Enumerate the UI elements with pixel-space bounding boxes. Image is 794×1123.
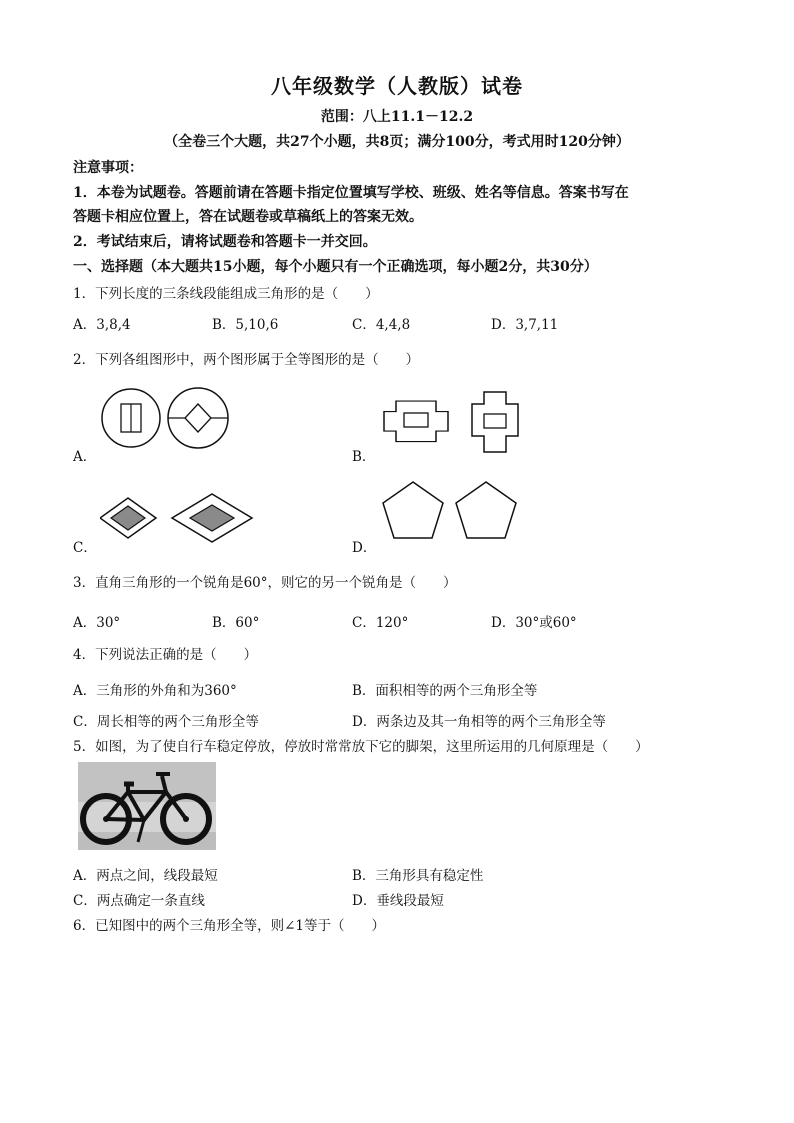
q2-figure-c (100, 490, 260, 546)
question-4-stem: 4．下列说法正确的是（ ） (73, 647, 258, 663)
question-6-stem: 6．已知图中的两个三角形全等，则∠1等于（ ） (73, 918, 385, 934)
q3-option-c: C．120° (352, 615, 409, 631)
q2-figure-b (380, 388, 522, 456)
note-item-1-line-1: 1．本卷为试题卷。答题前请在答题卡指定位置填写学校、班级、姓名等信息。答案书写在 (73, 185, 629, 201)
q5-option-b: B．三角形具有稳定性 (352, 868, 484, 884)
q5-option-c: C．两点确定一条直线 (73, 893, 205, 909)
q4-option-c: C．周长相等的两个三角形全等 (73, 714, 259, 730)
question-5-stem: 5．如图，为了使自行车稳定停放，停放时常常放下它的脚架，这里所运用的几何原理是（ ） (73, 739, 649, 755)
q4-option-b: B．面积相等的两个三角形全等 (352, 683, 538, 699)
q3-option-b: B．60° (212, 615, 260, 631)
q3-option-d: D．30°或60° (491, 615, 577, 631)
bicycle-image (78, 762, 216, 850)
note-item-2: 2．考试结束后，请将试题卷和答题卡一并交回。 (73, 234, 377, 250)
exam-scope: 范围：八上11.1－12.2 (320, 109, 474, 125)
q1-option-d: D．3,7,11 (491, 317, 559, 333)
question-1-stem: 1．下列长度的三条线段能组成三角形的是（ ） (73, 286, 379, 302)
q2-figure-a (100, 384, 235, 454)
q4-option-a: A．三角形的外角和为360° (73, 683, 237, 699)
q1-option-a: A．3,8,4 (73, 317, 131, 333)
page-title: 八年级数学（人教版）试卷 (271, 74, 523, 98)
exam-info: （全卷三个大题，共27个小题，共8页；满分100分，考式用时120分钟） (164, 134, 630, 150)
question-2-stem: 2．下列各组图形中，两个图形属于全等图形的是（ ） (73, 352, 420, 368)
q2-option-c: C． (73, 540, 97, 556)
q5-option-a: A．两点之间，线段最短 (73, 868, 218, 884)
q2-option-d: D． (352, 540, 377, 556)
q3-option-a: A．30° (73, 615, 121, 631)
q2-option-a: A． (73, 449, 97, 465)
q1-option-c: C．4,4,8 (352, 317, 411, 333)
q4-option-d: D．两条边及其一角相等的两个三角形全等 (352, 714, 606, 730)
note-item-1-line-2: 答题卡相应位置上，答在试题卷或草稿纸上的答案无效。 (73, 209, 423, 225)
q2-figure-d (382, 480, 522, 542)
question-3-stem: 3．直角三角形的一个锐角是60°，则它的另一个锐角是（ ） (73, 575, 457, 591)
q5-option-d: D．垂线段最短 (352, 893, 444, 909)
section-1-heading: 一、选择题（本大题共15小题，每个小题只有一个正确选项，每小题2分，共30分） (73, 259, 598, 275)
q2-option-b: B． (352, 449, 376, 465)
notes-heading: 注意事项： (73, 160, 143, 176)
q1-option-b: B．5,10,6 (212, 317, 279, 333)
